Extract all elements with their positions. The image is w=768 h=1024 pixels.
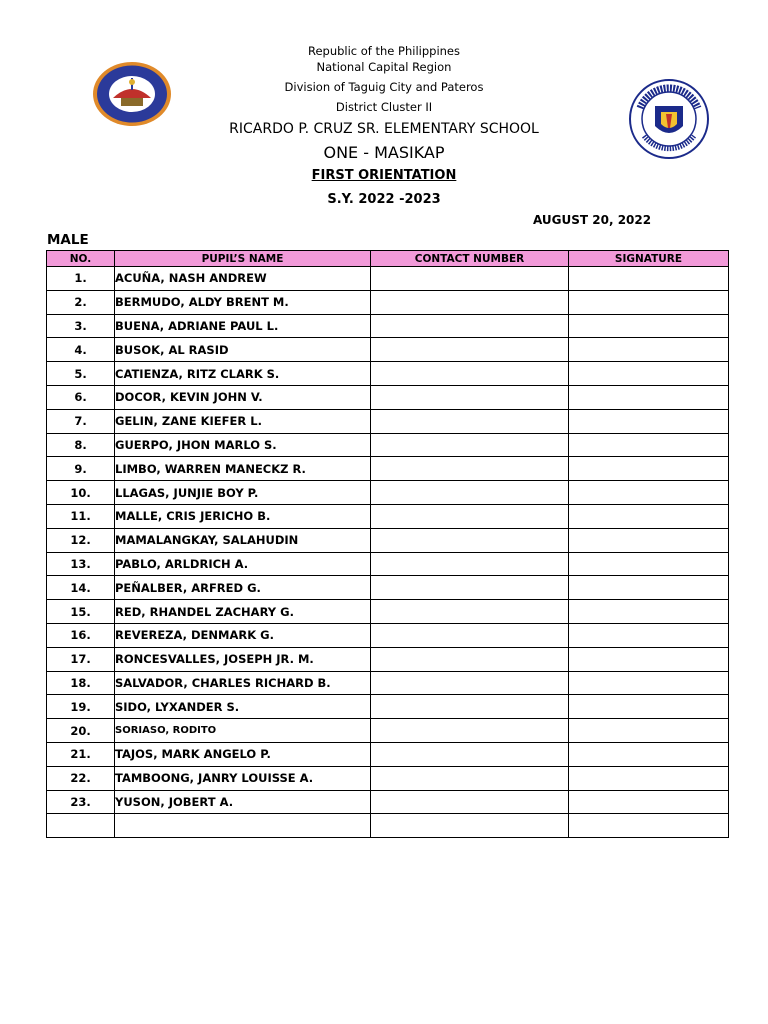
table-row (47, 385, 729, 409)
signature-cell[interactable] (569, 290, 729, 314)
pupil-name: CATIENZA, RITZ CLARK S. (115, 362, 371, 386)
row-number: 2. (47, 290, 115, 314)
row-number: 9. (47, 457, 115, 481)
table-row (47, 576, 729, 600)
contact-number-cell[interactable] (371, 695, 569, 719)
signature-cell[interactable] (569, 766, 729, 790)
table-body (47, 267, 729, 838)
signature-cell[interactable] (569, 267, 729, 291)
table-row (47, 314, 729, 338)
table-row (47, 719, 729, 743)
contact-number-cell[interactable] (371, 457, 569, 481)
signature-cell[interactable] (569, 695, 729, 719)
table-row (47, 766, 729, 790)
signature-cell[interactable] (569, 552, 729, 576)
contact-number-cell[interactable] (371, 409, 569, 433)
signature-cell[interactable] (569, 790, 729, 814)
row-number: 5. (47, 362, 115, 386)
signature-cell[interactable] (569, 362, 729, 386)
table-row (47, 433, 729, 457)
signature-cell[interactable] (569, 338, 729, 362)
pupil-name: BERMUDO, ALDY BRENT M. (115, 290, 371, 314)
pupil-name: GUERPO, JHON MARLO S. (115, 433, 371, 457)
table-row (47, 671, 729, 695)
signature-cell[interactable] (569, 409, 729, 433)
row-number: 10. (47, 481, 115, 505)
pupil-name: SORIASO, RODITO (115, 719, 371, 743)
contact-number-cell[interactable] (371, 766, 569, 790)
pupil-name: GELIN, ZANE KIEFER L. (115, 409, 371, 433)
header-pupil-name: PUPIL’S NAME (115, 251, 371, 267)
row-number: 18. (47, 671, 115, 695)
row-number: 23. (47, 790, 115, 814)
signature-cell[interactable] (569, 504, 729, 528)
table-row (47, 362, 729, 386)
pupil-name: YUSON, JOBERT A. (115, 790, 371, 814)
contact-number-cell[interactable] (371, 385, 569, 409)
pupil-name (115, 814, 371, 838)
table-row (47, 623, 729, 647)
section-name: ONE - MASIKAP (323, 143, 445, 162)
signature-cell[interactable] (569, 528, 729, 552)
pupil-name: SALVADOR, CHARLES RICHARD B. (115, 671, 371, 695)
signature-cell[interactable] (569, 719, 729, 743)
contact-number-cell[interactable] (371, 362, 569, 386)
contact-number-cell[interactable] (371, 719, 569, 743)
pupil-name: TAMBOONG, JANRY LOUISSE A. (115, 766, 371, 790)
signature-cell[interactable] (569, 742, 729, 766)
contact-number-cell[interactable] (371, 552, 569, 576)
orientation-date: AUGUST 20, 2022 (533, 213, 652, 227)
row-number: 3. (47, 314, 115, 338)
header-signature: SIGNATURE (569, 251, 729, 267)
pupil-name: MALLE, CRIS JERICHO B. (115, 504, 371, 528)
pupil-name: ACUÑA, NASH ANDREW (115, 267, 371, 291)
contact-number-cell[interactable] (371, 290, 569, 314)
contact-number-cell[interactable] (371, 671, 569, 695)
signature-cell[interactable] (569, 814, 729, 838)
contact-number-cell[interactable] (371, 314, 569, 338)
contact-number-cell[interactable] (371, 528, 569, 552)
pupil-name: LIMBO, WARREN MANECKZ R. (115, 457, 371, 481)
contact-number-cell[interactable] (371, 647, 569, 671)
signature-cell[interactable] (569, 576, 729, 600)
row-number: 1. (47, 267, 115, 291)
pupil-name: BUENA, ADRIANE PAUL L. (115, 314, 371, 338)
school-name: RICARDO P. CRUZ SR. ELEMENTARY SCHOOL (229, 121, 539, 137)
row-number: 4. (47, 338, 115, 362)
signature-cell[interactable] (569, 671, 729, 695)
row-number: 8. (47, 433, 115, 457)
row-number: 14. (47, 576, 115, 600)
pupil-name: SIDO, LYXANDER S. (115, 695, 371, 719)
signature-cell[interactable] (569, 433, 729, 457)
row-number: 22. (47, 766, 115, 790)
header-district: District Cluster II (335, 100, 433, 114)
row-number: 20. (47, 719, 115, 743)
contact-number-cell[interactable] (371, 338, 569, 362)
row-number: 13. (47, 552, 115, 576)
signature-cell[interactable] (569, 600, 729, 624)
contact-number-cell[interactable] (371, 742, 569, 766)
table-row (47, 338, 729, 362)
pupil-name: DOCOR, KEVIN JOHN V. (115, 385, 371, 409)
school-year: S.Y. 2022 -2023 (327, 192, 441, 207)
table-header-row (47, 251, 729, 267)
signature-cell[interactable] (569, 457, 729, 481)
contact-number-cell[interactable] (371, 623, 569, 647)
pupil-name: MAMALANGKAY, SALAHUDIN (115, 528, 371, 552)
header-no: NO. (47, 251, 115, 267)
row-number: 16. (47, 623, 115, 647)
table-row (47, 409, 729, 433)
row-number: 21. (47, 742, 115, 766)
pupil-name: RONCESVALLES, JOSEPH JR. M. (115, 647, 371, 671)
signature-cell[interactable] (569, 314, 729, 338)
signature-cell[interactable] (569, 647, 729, 671)
row-number (47, 814, 115, 838)
contact-number-cell[interactable] (371, 267, 569, 291)
table-row (47, 600, 729, 624)
table-row (47, 552, 729, 576)
contact-number-cell[interactable] (371, 433, 569, 457)
table-row (47, 290, 729, 314)
table-row (47, 267, 729, 291)
attendance-table (46, 250, 729, 838)
header-republic: Republic of the Philippines (307, 44, 461, 58)
pupil-name: TAJOS, MARK ANGELO P. (115, 742, 371, 766)
contact-number-cell[interactable] (371, 814, 569, 838)
row-number: 17. (47, 647, 115, 671)
table-row (47, 647, 729, 671)
row-number: 6. (47, 385, 115, 409)
table-row (47, 695, 729, 719)
table-row (47, 814, 729, 838)
table-row (47, 528, 729, 552)
row-number: 19. (47, 695, 115, 719)
table-row (47, 481, 729, 505)
header-contact-number: CONTACT NUMBER (371, 251, 569, 267)
row-number: 11. (47, 504, 115, 528)
pupil-name: LLAGAS, JUNJIE BOY P. (115, 481, 371, 505)
pupil-name: PABLO, ARLDRICH A. (115, 552, 371, 576)
table-row (47, 742, 729, 766)
pupil-name: PEÑALBER, ARFRED G. (115, 576, 371, 600)
table-row (47, 790, 729, 814)
header-division: Division of Taguig City and Pateros (284, 80, 484, 94)
table-row (47, 504, 729, 528)
contact-number-cell[interactable] (371, 600, 569, 624)
pupil-name: BUSOK, AL RASID (115, 338, 371, 362)
signature-cell[interactable] (569, 481, 729, 505)
signature-cell[interactable] (569, 385, 729, 409)
row-number: 12. (47, 528, 115, 552)
row-number: 7. (47, 409, 115, 433)
contact-number-cell[interactable] (371, 790, 569, 814)
table-row (47, 457, 729, 481)
signature-cell[interactable] (569, 623, 729, 647)
contact-number-cell[interactable] (371, 576, 569, 600)
gender-label: MALE (47, 232, 89, 248)
contact-number-cell[interactable] (371, 504, 569, 528)
pupil-name: REVEREZA, DENMARK G. (115, 623, 371, 647)
header-region: National Capital Region (316, 60, 452, 74)
pupil-name: RED, RHANDEL ZACHARY G. (115, 600, 371, 624)
contact-number-cell[interactable] (371, 481, 569, 505)
event-title: FIRST ORIENTATION (311, 168, 457, 183)
row-number: 15. (47, 600, 115, 624)
